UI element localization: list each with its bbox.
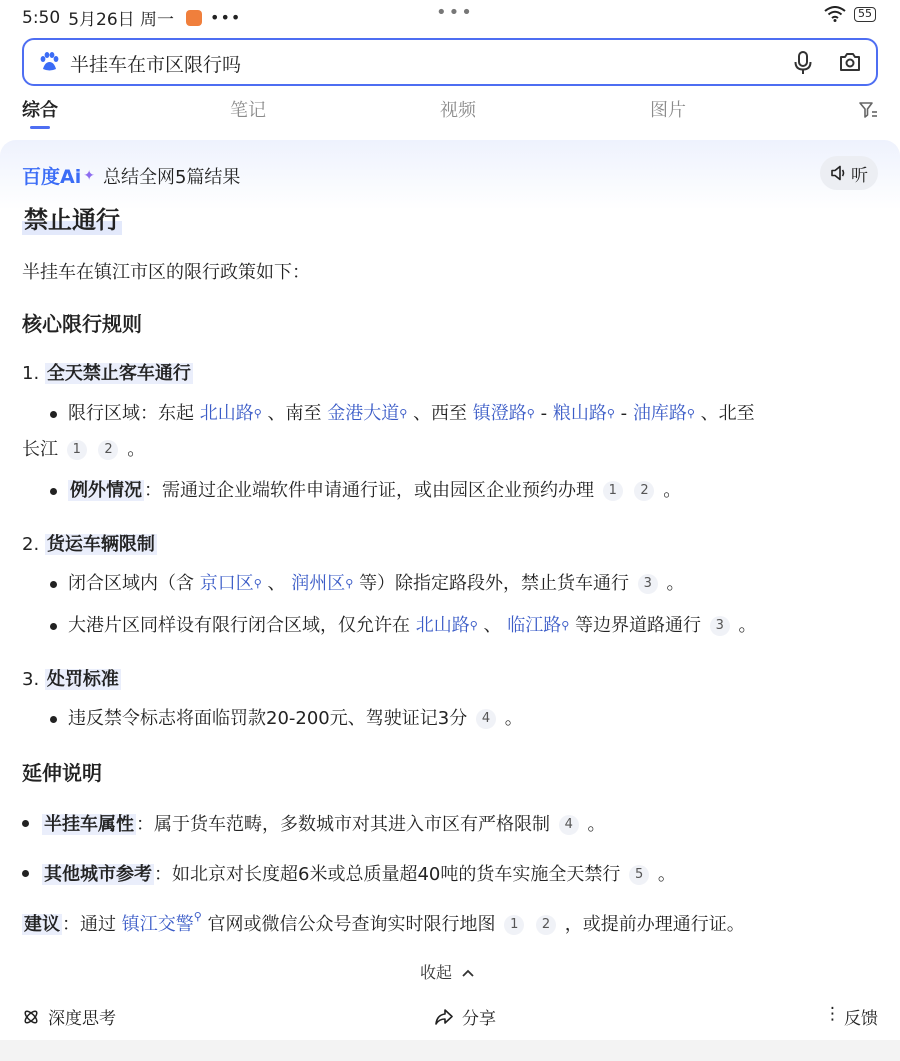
link-jingkou-district[interactable]: 京口区 bbox=[199, 573, 254, 594]
search-mini-icon: ⚲ bbox=[193, 910, 202, 923]
link-runzhou-district[interactable]: 润州区 bbox=[291, 573, 346, 594]
citation-badge[interactable]: 2 bbox=[634, 481, 654, 501]
bottom-bar bbox=[0, 1040, 900, 1061]
rule-number: 2. bbox=[22, 534, 40, 555]
deep-think-icon bbox=[22, 1008, 40, 1026]
bullet-text: 违反禁令标志将面临罚款20-200元、驾驶证记3分 bbox=[68, 708, 468, 729]
answer-intro: 半挂车在镇江市区的限行政策如下： bbox=[22, 262, 310, 283]
camera-icon[interactable] bbox=[838, 50, 862, 74]
semitrailer-label: 半挂车属性 bbox=[44, 814, 134, 835]
feedback-button[interactable] bbox=[844, 1004, 878, 1029]
bullet-other-cities bbox=[22, 860, 882, 886]
bullet-text: 、北至 bbox=[700, 403, 755, 424]
bullet-dagang-area bbox=[50, 608, 880, 644]
share-button[interactable] bbox=[434, 1004, 496, 1029]
citation-badge[interactable]: 4 bbox=[559, 815, 579, 835]
bullet-penalty bbox=[50, 701, 880, 737]
bullet-text: 。 bbox=[127, 439, 146, 460]
bullet-text: 。 bbox=[663, 480, 682, 501]
chevron-up-icon bbox=[461, 968, 475, 978]
section-heading-extension: 延伸说明 bbox=[22, 761, 102, 785]
rule-title: 全天禁止客车通行 bbox=[46, 363, 191, 384]
baidu-paw-icon bbox=[38, 51, 60, 73]
active-tab-indicator bbox=[30, 126, 50, 129]
share-label: 分享 bbox=[462, 1009, 496, 1029]
bullet-text: ：如北京对长度超6米或总质量超40吨的货车实施全天禁行 bbox=[154, 864, 621, 885]
bullet-text: 、 bbox=[267, 573, 286, 594]
collapse-button[interactable] bbox=[420, 960, 475, 983]
share-icon bbox=[434, 1008, 454, 1026]
bullet-text: 限行区域：东起 bbox=[68, 403, 194, 424]
search-mini-icon: ⚲ bbox=[345, 577, 354, 590]
link-youku-road[interactable]: 油库路 bbox=[632, 403, 687, 424]
link-zhencheng-road[interactable]: 镇澄路 bbox=[472, 403, 527, 424]
link-liangshan-road[interactable]: 粮山路 bbox=[552, 403, 607, 424]
rule-title: 货运车辆限制 bbox=[46, 534, 155, 555]
feedback-label: 反馈 bbox=[844, 1009, 878, 1029]
bullet-text: 。 bbox=[666, 573, 685, 594]
status-right bbox=[824, 6, 876, 22]
exception-label: 例外情况 bbox=[70, 480, 142, 501]
link-beishan-road[interactable]: 北山路 bbox=[199, 403, 254, 424]
citation-badge[interactable]: 5 bbox=[629, 865, 649, 885]
search-input[interactable]: 半挂车在市区限行吗 bbox=[70, 54, 242, 76]
bullet-semitrailer-attribute bbox=[22, 810, 882, 836]
deep-think-label: 深度思考 bbox=[48, 1009, 116, 1029]
search-mini-icon: ⚲ bbox=[526, 407, 535, 420]
bullet-text: 等）除指定路段外，禁止货车通行 bbox=[359, 573, 630, 594]
search-mini-icon: ⚲ bbox=[253, 577, 262, 590]
bullet-text: 。 bbox=[587, 814, 606, 835]
window-dots[interactable]: ••• bbox=[436, 2, 474, 23]
app-notification-icon bbox=[186, 10, 202, 26]
rule-item-2 bbox=[22, 530, 157, 556]
rule-title: 处罚标准 bbox=[46, 669, 119, 690]
baidu-ai-logo: 百度Ai bbox=[22, 166, 82, 188]
advice-paragraph bbox=[22, 910, 745, 936]
bullet-text: 。 bbox=[738, 615, 757, 636]
advice-text: ：通过 bbox=[62, 914, 116, 935]
microphone-icon[interactable] bbox=[792, 50, 814, 76]
bullet-text: 。 bbox=[504, 708, 523, 729]
filter-icon[interactable] bbox=[858, 100, 878, 120]
search-mini-icon: ⚲ bbox=[606, 407, 615, 420]
search-mini-icon: ⚲ bbox=[561, 619, 570, 632]
speaker-icon bbox=[830, 164, 848, 182]
citation-badge[interactable]: 1 bbox=[504, 915, 524, 935]
bullet-text: 闭合区域内（含 bbox=[68, 573, 194, 594]
more-options-icon[interactable]: ⋮ bbox=[824, 1004, 841, 1024]
tab-comprehensive[interactable]: 综合 bbox=[22, 100, 58, 121]
citation-badge[interactable]: 1 bbox=[67, 440, 87, 460]
advice-text: 官网或微信公众号查询实时限行地图 bbox=[207, 914, 496, 935]
section-heading-core-rules: 核心限行规则 bbox=[22, 312, 142, 336]
ai-answer-card bbox=[0, 140, 900, 1061]
tab-notes[interactable]: 笔记 bbox=[230, 100, 266, 121]
search-tabs bbox=[0, 94, 900, 134]
status-time: 5:50 bbox=[22, 7, 61, 28]
bullet-text: 大港片区同样设有限行闭合区域，仅允许在 bbox=[68, 615, 410, 636]
bullet-text: ：需通过企业端软件申请通行证，或由园区企业预约办理 bbox=[144, 480, 594, 501]
bullet-text: - bbox=[540, 403, 548, 424]
collapse-label: 收起 bbox=[420, 963, 453, 982]
listen-button[interactable] bbox=[820, 156, 878, 190]
bullet-exceptions bbox=[50, 473, 880, 509]
bullet-closed-area bbox=[50, 566, 880, 602]
advice-label: 建议 bbox=[24, 914, 60, 935]
battery-indicator: 55 bbox=[854, 7, 876, 22]
rule-item-3 bbox=[22, 665, 121, 691]
search-bar[interactable] bbox=[22, 38, 878, 86]
search-mini-icon: ⚲ bbox=[399, 407, 408, 420]
status-left bbox=[22, 5, 241, 30]
tab-images[interactable]: 图片 bbox=[650, 100, 686, 121]
link-linjiang-road[interactable]: 临江路 bbox=[507, 615, 562, 636]
deep-think-button[interactable] bbox=[22, 1004, 116, 1029]
citation-badge[interactable]: 3 bbox=[638, 574, 658, 594]
bullet-text: 、南至 bbox=[267, 403, 322, 424]
bullet-restricted-area bbox=[50, 396, 880, 432]
bullet-text: 等边界道路通行 bbox=[575, 615, 702, 636]
bullet-text: 、 bbox=[483, 615, 502, 636]
link-zhenjiang-traffic-police[interactable]: 镇江交警 bbox=[121, 914, 194, 935]
rule-item-1 bbox=[22, 359, 193, 385]
bullet-text: ：属于货车范畴，多数城市对其进入市区有严格限制 bbox=[136, 814, 550, 835]
other-cities-label: 其他城市参考 bbox=[44, 864, 152, 885]
advice-text: ，或提前办理通行证。 bbox=[564, 914, 745, 935]
citation-badge[interactable]: 2 bbox=[536, 915, 556, 935]
bullet-text: 长江 bbox=[22, 439, 58, 460]
bullet-text: 、西至 bbox=[413, 403, 468, 424]
citation-badge[interactable]: 4 bbox=[476, 709, 496, 729]
search-mini-icon: ⚲ bbox=[469, 619, 478, 632]
link-jingang-avenue[interactable]: 金港大道 bbox=[327, 403, 400, 424]
wifi-icon bbox=[824, 6, 846, 22]
rule-number: 1. bbox=[22, 363, 40, 384]
rule-number: 3. bbox=[22, 669, 40, 690]
search-mini-icon: ⚲ bbox=[253, 407, 262, 420]
tab-video[interactable]: 视频 bbox=[440, 100, 476, 121]
citation-badge[interactable]: 3 bbox=[710, 616, 730, 636]
bullet-restricted-area-line2 bbox=[22, 432, 145, 468]
status-date: 5月26日 周一 bbox=[68, 10, 175, 30]
citation-badge[interactable]: 1 bbox=[603, 481, 623, 501]
ai-header bbox=[22, 162, 240, 189]
link-beishan-road[interactable]: 北山路 bbox=[415, 615, 470, 636]
status-bar bbox=[0, 0, 900, 34]
search-mini-icon: ⚲ bbox=[686, 407, 695, 420]
listen-label: 听 bbox=[851, 165, 868, 186]
citation-badge[interactable]: 2 bbox=[98, 440, 118, 460]
bullet-text: - bbox=[620, 403, 628, 424]
ai-summary-text: 总结全网5篇结果 bbox=[102, 166, 241, 188]
status-more: ••• bbox=[210, 8, 242, 27]
answer-title: 禁止通行 bbox=[22, 200, 122, 235]
sparkle-icon: ✦ bbox=[83, 167, 95, 184]
bullet-text: 。 bbox=[657, 864, 676, 885]
